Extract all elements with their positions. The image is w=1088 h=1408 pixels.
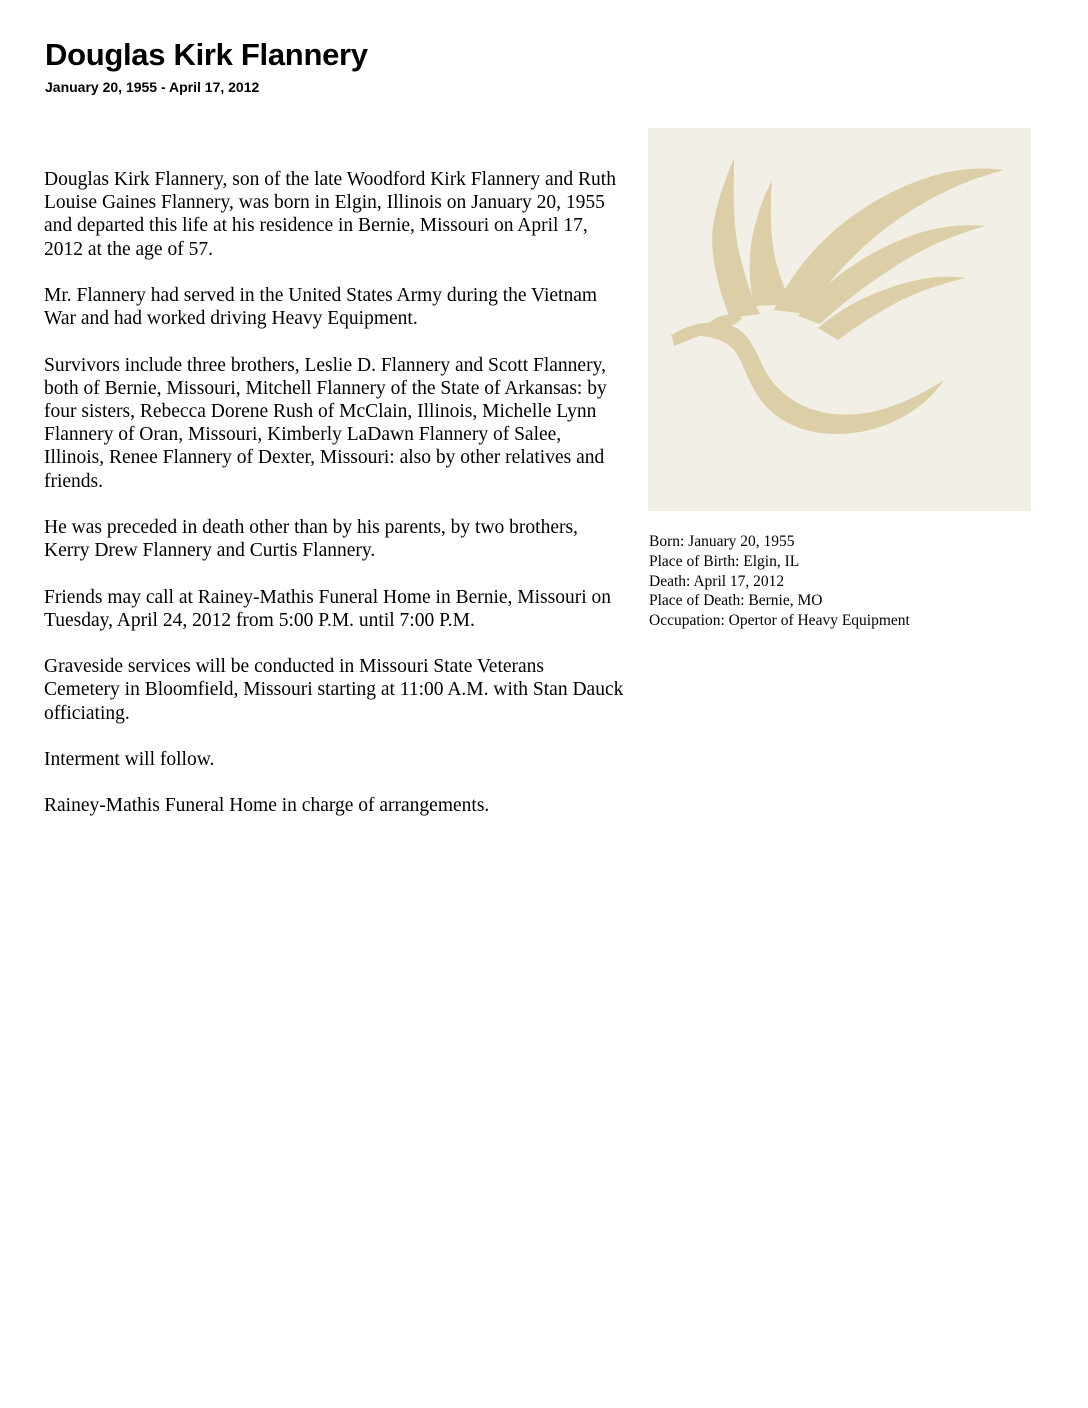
obituary-paragraph: Douglas Kirk Flannery, son of the late Woodford Kirk Flannery and Ruth Louise Gaines Flannery, was born in Elgin, Illinois on January 20, 1955 and departed this life at his residence in Bernie, Missouri on April 17, 2012 at the age of 57. (44, 169, 616, 260)
obituary-paragraph: Interment will follow. (44, 748, 215, 770)
obituary-paragraph: Friends may call at Rainey-Mathis Funeral Home in Bernie, Missouri on Tuesday, April 24, 2012 from 5:00 P.M. until 7:00 P.M. (44, 586, 612, 631)
obituary-paragraph: Rainey-Mathis Funeral Home in charge of arrangements. (44, 795, 490, 817)
dove-icon (648, 128, 1031, 511)
fact-place-of-birth: Place of Birth: Elgin, IL (649, 552, 800, 570)
fact-born: Born: January 20, 1955 (649, 533, 795, 550)
life-dates: January 20, 1955 - April 17, 2012 (45, 79, 260, 95)
memorial-photo (648, 128, 1031, 511)
fact-place-of-death: Place of Death: Bernie, MO (649, 592, 823, 610)
vital-facts (649, 532, 910, 631)
obituary-paragraph: Graveside services will be conducted in Missouri State Veterans Cemetery in Bloomfield, Missouri starting at 11:00 A.M. with Stan Dauck officiating. (44, 656, 624, 724)
obituary-paragraph: He was preceded in death other than by his parents, by two brothers, Kerry Drew Flannery and Curtis Flannery. (44, 517, 578, 562)
fact-occupation: Occupation: Opertor of Heavy Equipment (649, 612, 910, 630)
obituary-paragraph: Mr. Flannery had served in the United States Army during the Vietnam War and had worked driving Heavy Equipment. (44, 285, 598, 330)
obituary-paragraph: Survivors include three brothers, Leslie D. Flannery and Scott Flannery, both of Bernie, Missouri, Mitchell Flannery of the State of Arkansas: by four sisters, Rebecca Dorene Rush of McClain, Illinois, Michelle Lynn Flannery of Oran, Missouri, Kimberly LaDawn Flannery of Salee, Illinois, Renee Flannery of Dexter, Missouri: also by other relatives and friends. (44, 354, 607, 492)
obituary-text (44, 168, 624, 841)
page-title: Douglas Kirk Flannery (45, 37, 368, 72)
fact-death: Death: April 17, 2012 (649, 572, 785, 590)
